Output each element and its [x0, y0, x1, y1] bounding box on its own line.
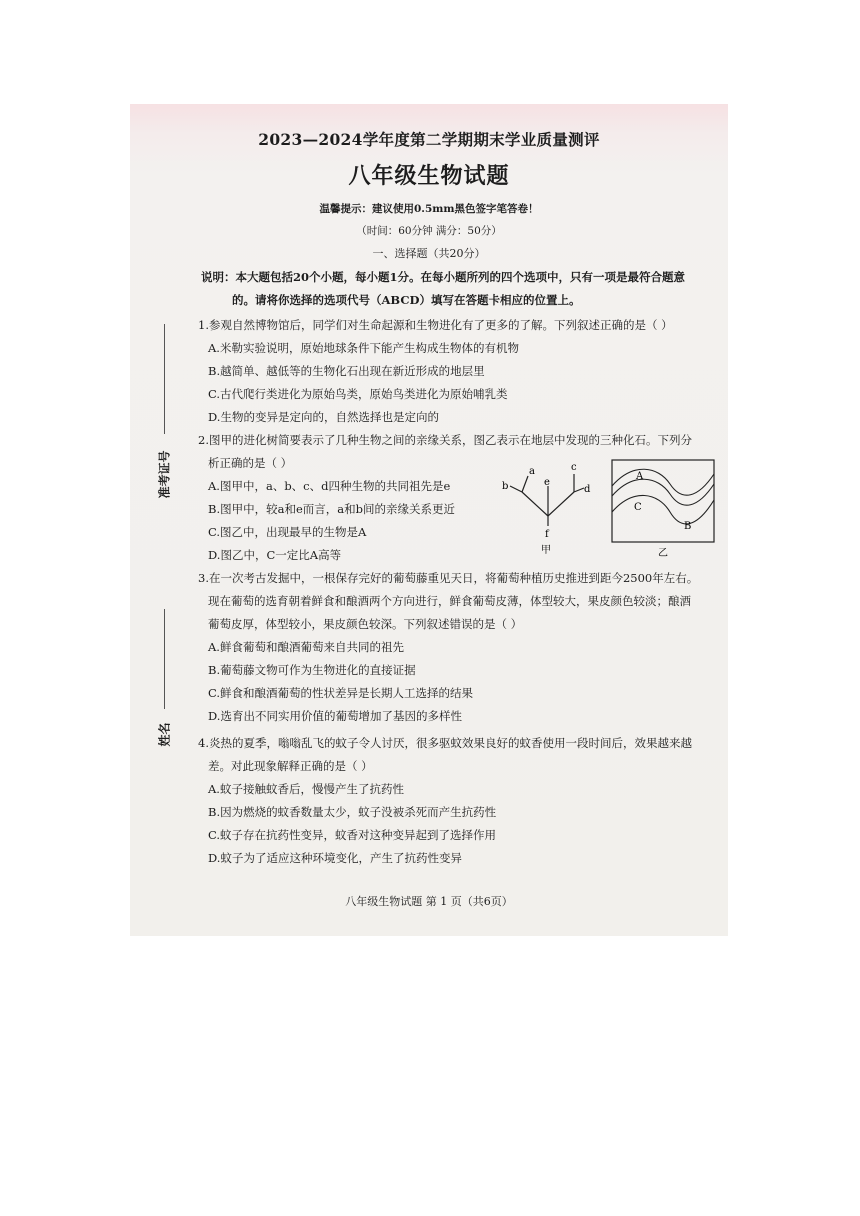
- q4-option-c: C.蚊子存在抗药性变异，蚊香对这种变异起到了选择作用: [208, 828, 497, 842]
- q3-stem-line1: 3.在一次考古发掘中，一根保存完好的葡萄藤重见天日，将葡萄种植历史推进到距今2500年左右。: [198, 571, 699, 585]
- q4-option-a: A.蚊子接触蚊香后，慢慢产生了抗药性: [208, 782, 404, 796]
- pen-tip: 温馨提示：建议使用0.5mm黑色签字笔答卷！: [319, 203, 539, 215]
- name-label: 姓名: [157, 722, 172, 747]
- q3-stem-line2: 现在葡萄的选育朝着鲜食和酿酒两个方向进行，鲜食葡萄皮薄，体型较大，果皮颜色较淡；酿酒: [208, 594, 691, 608]
- q2-option-d: D.图乙中，C一定比A高等: [208, 548, 342, 562]
- strata-curve-1: [612, 469, 714, 495]
- exam-sheet: [130, 104, 728, 936]
- tree-label-a: a: [529, 466, 535, 477]
- q4-option-d: D.蚊子为了适应这种环境变化，产生了抗药性变异: [208, 851, 462, 865]
- strata-curve-2: [612, 479, 714, 505]
- id-number-underline: [164, 324, 165, 434]
- q1-option-a: A.米勒实验说明，原始地球条件下能产生构成生物体的有机物: [208, 341, 519, 355]
- strata-label-b: B: [684, 521, 692, 532]
- page-footer: 八年级生物试题 第 1 页（共6页）: [345, 895, 513, 908]
- time-info: （时间：60分钟 满分：50分）: [356, 225, 502, 237]
- q3-option-b: B.葡萄藤文物可作为生物进化的直接证据: [208, 663, 416, 677]
- strata-label-a: A: [636, 471, 644, 482]
- q2-option-a: A.图甲中，a、b、c、d四种生物的共同祖先是e: [208, 479, 451, 493]
- q2-option-c: C.图乙中，出现最早的生物是A: [208, 525, 367, 539]
- section-note-line1: 说明：本大题包括20个小题，每小题1分。在每小题所列的四个选项中，只有一项是最符合题意: [201, 270, 686, 284]
- q4-stem-line2: 差。对此现象解释正确的是（ ）: [208, 759, 373, 773]
- figure-yi-strata: [608, 458, 718, 558]
- q3-stem-line3: 葡萄皮厚，体型较小，果皮颜色较深。下列叙述错误的是（ ）: [208, 617, 523, 631]
- figure-yi-caption: 乙: [658, 548, 668, 558]
- section-note-line2: 的。请将你选择的选项代号（ABCD）填写在答题卡相应的位置上。: [232, 293, 581, 307]
- section-title: 一、选择题（共20分）: [372, 247, 486, 260]
- q3-option-c: C.鲜食和酿酒葡萄的性状差异是长期人工选择的结果: [208, 686, 474, 700]
- exam-title: 2023—2024学年度第二学期期末学业质量测评: [258, 130, 600, 149]
- tree-label-d: d: [584, 484, 591, 495]
- q1-option-b: B.越简单、越低等的生物化石出现在新近形成的地层里: [208, 364, 485, 378]
- tree-label-b: b: [502, 481, 509, 492]
- name-underline: [164, 609, 165, 709]
- q3-option-d: D.选育出不同实用价值的葡萄增加了基因的多样性: [208, 709, 462, 723]
- q2-stem-line1: 2.图甲的进化树简要表示了几种生物之间的亲缘关系，图乙表示在地层中发现的三种化石。下列分: [198, 433, 692, 447]
- tree-branch-d: [574, 488, 584, 492]
- q4-option-b: B.因为燃烧的蚊香数量太少，蚊子没被杀死而产生抗药性: [208, 805, 497, 819]
- q2-stem-line2: 析正确的是（ ）: [208, 456, 293, 470]
- id-number-label: 准考证号: [157, 450, 172, 499]
- tree-label-e: e: [544, 477, 550, 488]
- q3-option-a: A.鲜食葡萄和酿酒葡萄来自共同的祖先: [208, 640, 404, 654]
- paper-title: 八年级生物试题: [348, 163, 510, 189]
- q4-stem-line1: 4.炎热的夏季，嗡嗡乱飞的蚊子令人讨厌，很多驱蚊效果良好的蚊香使用一段时间后，效果越来越: [198, 736, 692, 750]
- tree-branch-a: [522, 476, 528, 492]
- figure-jia-caption: 甲: [541, 545, 551, 554]
- q1-stem-line1: 1.参观自然博物馆后，同学们对生命起源和生物进化有了更多的了解。下列叙述正确的是（ ）: [198, 318, 673, 332]
- q1-option-d: D.生物的变异是定向的，自然选择也是定向的: [208, 410, 439, 424]
- strata-curve-3: [612, 495, 714, 523]
- tree-label-c: c: [571, 462, 577, 473]
- q2-option-b: B.图甲中，较a和e而言，a和b间的亲缘关系更近: [208, 502, 455, 516]
- q1-option-c: C.古代爬行类进化为原始鸟类，原始鸟类进化为原始哺乳类: [208, 387, 508, 401]
- tree-branch-cd: [548, 492, 574, 516]
- figure-jia-tree: [498, 434, 598, 554]
- tree-branch-ab: [522, 492, 548, 516]
- tree-label-f: f: [545, 529, 549, 540]
- strata-label-c: C: [634, 502, 642, 513]
- tree-branch-b: [510, 486, 522, 492]
